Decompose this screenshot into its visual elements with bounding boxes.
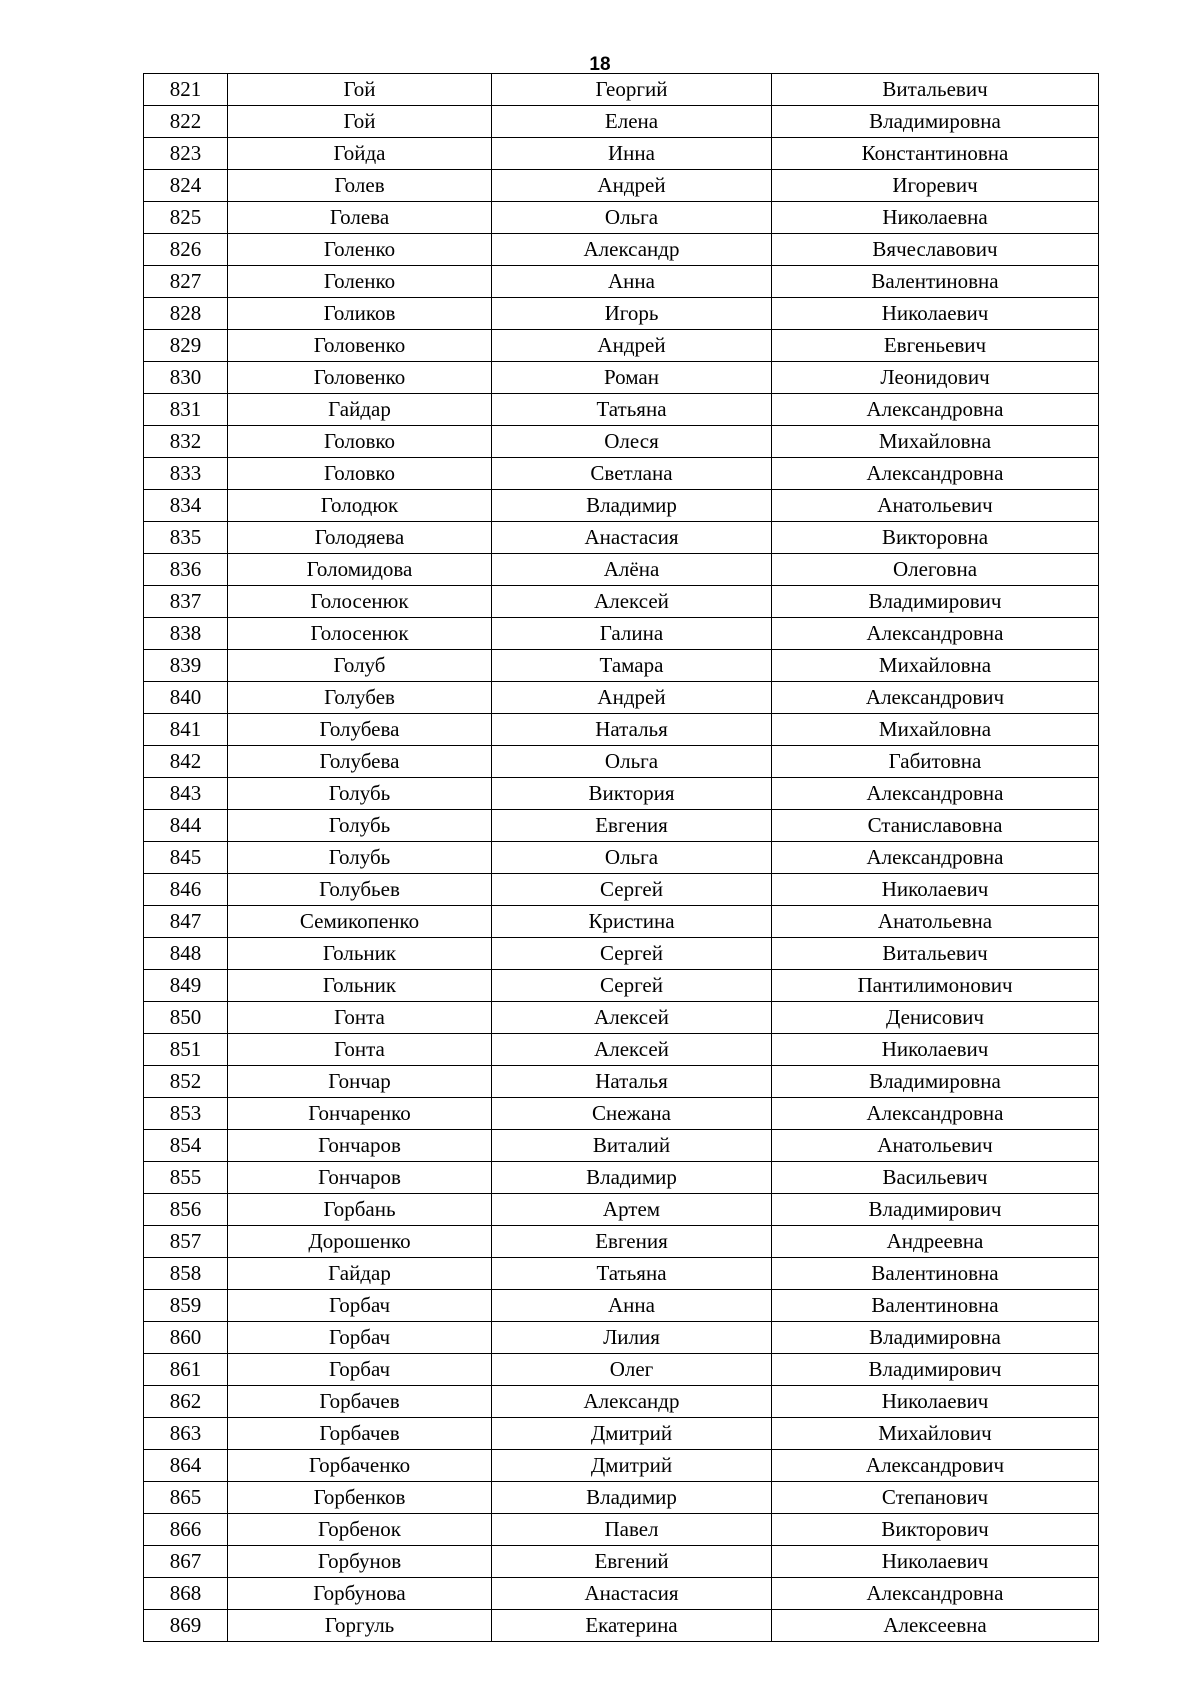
row-number-cell: 852 (144, 1066, 228, 1098)
last-name-cell: Горгуль (228, 1610, 492, 1642)
first-name-cell: Алёна (492, 554, 772, 586)
row-number-cell: 841 (144, 714, 228, 746)
last-name-cell: Голосенюк (228, 618, 492, 650)
row-number-cell: 825 (144, 202, 228, 234)
table-row (144, 1098, 1099, 1130)
table-row (144, 1514, 1099, 1546)
last-name-cell: Гойда (228, 138, 492, 170)
table-row (144, 394, 1099, 426)
row-number-cell: 830 (144, 362, 228, 394)
table-row (144, 1002, 1099, 1034)
last-name-cell: Гайдар (228, 394, 492, 426)
last-name-cell: Горбунова (228, 1578, 492, 1610)
first-name-cell: Дмитрий (492, 1450, 772, 1482)
patronymic-cell: Николаевич (772, 1386, 1099, 1418)
patronymic-cell: Степанович (772, 1482, 1099, 1514)
last-name-cell: Горбачев (228, 1418, 492, 1450)
row-number-cell: 835 (144, 522, 228, 554)
patronymic-cell: Александрович (772, 1450, 1099, 1482)
row-number-cell: 851 (144, 1034, 228, 1066)
first-name-cell: Владимир (492, 1162, 772, 1194)
first-name-cell: Лилия (492, 1322, 772, 1354)
table-row (144, 746, 1099, 778)
row-number-cell: 833 (144, 458, 228, 490)
first-name-cell: Светлана (492, 458, 772, 490)
table-row (144, 298, 1099, 330)
row-number-cell: 859 (144, 1290, 228, 1322)
patronymic-cell: Николаевич (772, 1034, 1099, 1066)
row-number-cell: 846 (144, 874, 228, 906)
table-row (144, 490, 1099, 522)
first-name-cell: Игорь (492, 298, 772, 330)
last-name-cell: Горбачев (228, 1386, 492, 1418)
table-row (144, 1610, 1099, 1642)
table-row (144, 1130, 1099, 1162)
row-number-cell: 828 (144, 298, 228, 330)
patronymic-cell: Олеговна (772, 554, 1099, 586)
row-number-cell: 866 (144, 1514, 228, 1546)
last-name-cell: Гольник (228, 938, 492, 970)
first-name-cell: Ольга (492, 746, 772, 778)
table-row (144, 266, 1099, 298)
row-number-cell: 854 (144, 1130, 228, 1162)
patronymic-cell: Валентиновна (772, 1258, 1099, 1290)
patronymic-cell: Валентиновна (772, 266, 1099, 298)
table-row (144, 1386, 1099, 1418)
last-name-cell: Горбенок (228, 1514, 492, 1546)
table-row (144, 714, 1099, 746)
last-name-cell: Гонта (228, 1002, 492, 1034)
patronymic-cell: Александровна (772, 1578, 1099, 1610)
first-name-cell: Виталий (492, 1130, 772, 1162)
last-name-cell: Голева (228, 202, 492, 234)
table-row (144, 618, 1099, 650)
first-name-cell: Кристина (492, 906, 772, 938)
row-number-cell: 869 (144, 1610, 228, 1642)
patronymic-cell: Константиновна (772, 138, 1099, 170)
table-row (144, 1162, 1099, 1194)
row-number-cell: 867 (144, 1546, 228, 1578)
last-name-cell: Гольник (228, 970, 492, 1002)
last-name-cell: Голосенюк (228, 586, 492, 618)
table-row (144, 362, 1099, 394)
first-name-cell: Алексей (492, 1002, 772, 1034)
patronymic-cell: Габитовна (772, 746, 1099, 778)
patronymic-cell: Васильевич (772, 1162, 1099, 1194)
last-name-cell: Гайдар (228, 1258, 492, 1290)
table-row (144, 778, 1099, 810)
last-name-cell: Горбаченко (228, 1450, 492, 1482)
patronymic-cell: Леонидович (772, 362, 1099, 394)
first-name-cell: Олег (492, 1354, 772, 1386)
last-name-cell: Головенко (228, 362, 492, 394)
patronymic-cell: Алексеевна (772, 1610, 1099, 1642)
first-name-cell: Андрей (492, 682, 772, 714)
row-number-cell: 829 (144, 330, 228, 362)
table-row (144, 1546, 1099, 1578)
table-row (144, 1578, 1099, 1610)
patronymic-cell: Денисович (772, 1002, 1099, 1034)
first-name-cell: Сергей (492, 938, 772, 970)
last-name-cell: Гончаров (228, 1162, 492, 1194)
row-number-cell: 856 (144, 1194, 228, 1226)
table-row (144, 138, 1099, 170)
row-number-cell: 849 (144, 970, 228, 1002)
patronymic-cell: Валентиновна (772, 1290, 1099, 1322)
last-name-cell: Голиков (228, 298, 492, 330)
last-name-cell: Гонта (228, 1034, 492, 1066)
table-row (144, 810, 1099, 842)
table-row (144, 1322, 1099, 1354)
last-name-cell: Голомидова (228, 554, 492, 586)
last-name-cell: Голубь (228, 842, 492, 874)
first-name-cell: Роман (492, 362, 772, 394)
patronymic-cell: Анатольевна (772, 906, 1099, 938)
last-name-cell: Голубева (228, 746, 492, 778)
last-name-cell: Горбань (228, 1194, 492, 1226)
patronymic-cell: Николаевич (772, 874, 1099, 906)
first-name-cell: Алексей (492, 1034, 772, 1066)
patronymic-cell: Владимировна (772, 106, 1099, 138)
first-name-cell: Павел (492, 1514, 772, 1546)
patronymic-cell: Александрович (772, 682, 1099, 714)
row-number-cell: 845 (144, 842, 228, 874)
last-name-cell: Семикопенко (228, 906, 492, 938)
table-row (144, 938, 1099, 970)
table-row (144, 106, 1099, 138)
first-name-cell: Наталья (492, 1066, 772, 1098)
first-name-cell: Инна (492, 138, 772, 170)
first-name-cell: Анастасия (492, 522, 772, 554)
first-name-cell: Георгий (492, 74, 772, 106)
patronymic-cell: Михайловна (772, 426, 1099, 458)
row-number-cell: 837 (144, 586, 228, 618)
table-row (144, 874, 1099, 906)
patronymic-cell: Владимирович (772, 586, 1099, 618)
row-number-cell: 831 (144, 394, 228, 426)
first-name-cell: Татьяна (492, 1258, 772, 1290)
first-name-cell: Тамара (492, 650, 772, 682)
table-row (144, 234, 1099, 266)
row-number-cell: 834 (144, 490, 228, 522)
first-name-cell: Дмитрий (492, 1418, 772, 1450)
first-name-cell: Олеся (492, 426, 772, 458)
first-name-cell: Евгений (492, 1546, 772, 1578)
row-number-cell: 822 (144, 106, 228, 138)
row-number-cell: 838 (144, 618, 228, 650)
row-number-cell: 860 (144, 1322, 228, 1354)
last-name-cell: Горбач (228, 1290, 492, 1322)
first-name-cell: Наталья (492, 714, 772, 746)
first-name-cell: Виктория (492, 778, 772, 810)
first-name-cell: Владимир (492, 490, 772, 522)
patronymic-cell: Владимирович (772, 1354, 1099, 1386)
row-number-cell: 823 (144, 138, 228, 170)
roster-table (143, 73, 1099, 1642)
table-row (144, 426, 1099, 458)
row-number-cell: 850 (144, 1002, 228, 1034)
first-name-cell: Андрей (492, 170, 772, 202)
patronymic-cell: Анатольевич (772, 1130, 1099, 1162)
first-name-cell: Артем (492, 1194, 772, 1226)
last-name-cell: Голодяева (228, 522, 492, 554)
first-name-cell: Евгения (492, 810, 772, 842)
last-name-cell: Голенко (228, 234, 492, 266)
first-name-cell: Сергей (492, 970, 772, 1002)
first-name-cell: Владимир (492, 1482, 772, 1514)
table-row (144, 586, 1099, 618)
last-name-cell: Головенко (228, 330, 492, 362)
patronymic-cell: Александровна (772, 458, 1099, 490)
first-name-cell: Ольга (492, 842, 772, 874)
patronymic-cell: Владимирович (772, 1194, 1099, 1226)
table-row (144, 1482, 1099, 1514)
first-name-cell: Сергей (492, 874, 772, 906)
table-row (144, 682, 1099, 714)
first-name-cell: Алексей (492, 586, 772, 618)
table-row (144, 554, 1099, 586)
last-name-cell: Голуб (228, 650, 492, 682)
patronymic-cell: Михайловна (772, 714, 1099, 746)
patronymic-cell: Андреевна (772, 1226, 1099, 1258)
patronymic-cell: Пантилимонович (772, 970, 1099, 1002)
last-name-cell: Головко (228, 458, 492, 490)
row-number-cell: 824 (144, 170, 228, 202)
patronymic-cell: Николаевна (772, 202, 1099, 234)
last-name-cell: Гончаренко (228, 1098, 492, 1130)
table-row (144, 1066, 1099, 1098)
first-name-cell: Елена (492, 106, 772, 138)
row-number-cell: 868 (144, 1578, 228, 1610)
last-name-cell: Гончар (228, 1066, 492, 1098)
patronymic-cell: Витальевич (772, 74, 1099, 106)
last-name-cell: Головко (228, 426, 492, 458)
row-number-cell: 826 (144, 234, 228, 266)
patronymic-cell: Викторович (772, 1514, 1099, 1546)
first-name-cell: Андрей (492, 330, 772, 362)
first-name-cell: Анастасия (492, 1578, 772, 1610)
table-row (144, 1354, 1099, 1386)
table-row (144, 74, 1099, 106)
patronymic-cell: Игоревич (772, 170, 1099, 202)
patronymic-cell: Вячеславович (772, 234, 1099, 266)
patronymic-cell: Евгеньевич (772, 330, 1099, 362)
patronymic-cell: Александровна (772, 618, 1099, 650)
table-row (144, 202, 1099, 234)
row-number-cell: 855 (144, 1162, 228, 1194)
table-row (144, 1194, 1099, 1226)
table-row (144, 458, 1099, 490)
last-name-cell: Голубь (228, 810, 492, 842)
first-name-cell: Снежана (492, 1098, 772, 1130)
row-number-cell: 842 (144, 746, 228, 778)
patronymic-cell: Михайлович (772, 1418, 1099, 1450)
table-row (144, 1290, 1099, 1322)
row-number-cell: 840 (144, 682, 228, 714)
row-number-cell: 861 (144, 1354, 228, 1386)
table-row (144, 1034, 1099, 1066)
row-number-cell: 857 (144, 1226, 228, 1258)
table-row (144, 522, 1099, 554)
patronymic-cell: Станиславовна (772, 810, 1099, 842)
last-name-cell: Дорошенко (228, 1226, 492, 1258)
row-number-cell: 864 (144, 1450, 228, 1482)
row-number-cell: 827 (144, 266, 228, 298)
last-name-cell: Горбач (228, 1322, 492, 1354)
row-number-cell: 839 (144, 650, 228, 682)
last-name-cell: Голубьев (228, 874, 492, 906)
last-name-cell: Голенко (228, 266, 492, 298)
row-number-cell: 847 (144, 906, 228, 938)
last-name-cell: Голев (228, 170, 492, 202)
table-row (144, 842, 1099, 874)
last-name-cell: Гончаров (228, 1130, 492, 1162)
row-number-cell: 858 (144, 1258, 228, 1290)
first-name-cell: Александр (492, 1386, 772, 1418)
row-number-cell: 862 (144, 1386, 228, 1418)
last-name-cell: Горбенков (228, 1482, 492, 1514)
table-row (144, 906, 1099, 938)
patronymic-cell: Витальевич (772, 938, 1099, 970)
row-number-cell: 863 (144, 1418, 228, 1450)
patronymic-cell: Владимировна (772, 1322, 1099, 1354)
patronymic-cell: Николаевич (772, 298, 1099, 330)
patronymic-cell: Александровна (772, 394, 1099, 426)
first-name-cell: Екатерина (492, 1610, 772, 1642)
last-name-cell: Голубева (228, 714, 492, 746)
row-number-cell: 848 (144, 938, 228, 970)
row-number-cell: 821 (144, 74, 228, 106)
patronymic-cell: Михайловна (772, 650, 1099, 682)
patronymic-cell: Александровна (772, 842, 1099, 874)
last-name-cell: Гой (228, 106, 492, 138)
row-number-cell: 843 (144, 778, 228, 810)
first-name-cell: Евгения (492, 1226, 772, 1258)
patronymic-cell: Анатольевич (772, 490, 1099, 522)
row-number-cell: 865 (144, 1482, 228, 1514)
row-number-cell: 853 (144, 1098, 228, 1130)
first-name-cell: Александр (492, 234, 772, 266)
first-name-cell: Ольга (492, 202, 772, 234)
table-row (144, 1450, 1099, 1482)
row-number-cell: 836 (144, 554, 228, 586)
patronymic-cell: Александровна (772, 778, 1099, 810)
last-name-cell: Голубев (228, 682, 492, 714)
first-name-cell: Анна (492, 1290, 772, 1322)
patronymic-cell: Александровна (772, 1098, 1099, 1130)
table-row (144, 1226, 1099, 1258)
last-name-cell: Горбунов (228, 1546, 492, 1578)
patronymic-cell: Николаевич (772, 1546, 1099, 1578)
table-row (144, 1418, 1099, 1450)
table-row (144, 330, 1099, 362)
first-name-cell: Анна (492, 266, 772, 298)
table-row (144, 970, 1099, 1002)
last-name-cell: Гой (228, 74, 492, 106)
last-name-cell: Горбач (228, 1354, 492, 1386)
last-name-cell: Голодюк (228, 490, 492, 522)
table-row (144, 650, 1099, 682)
page-number: 18 (589, 54, 611, 75)
table-row (144, 170, 1099, 202)
last-name-cell: Голубь (228, 778, 492, 810)
table-row (144, 1258, 1099, 1290)
first-name-cell: Галина (492, 618, 772, 650)
row-number-cell: 844 (144, 810, 228, 842)
first-name-cell: Татьяна (492, 394, 772, 426)
patronymic-cell: Владимировна (772, 1066, 1099, 1098)
row-number-cell: 832 (144, 426, 228, 458)
roster-table-body (144, 74, 1099, 1642)
patronymic-cell: Викторовна (772, 522, 1099, 554)
